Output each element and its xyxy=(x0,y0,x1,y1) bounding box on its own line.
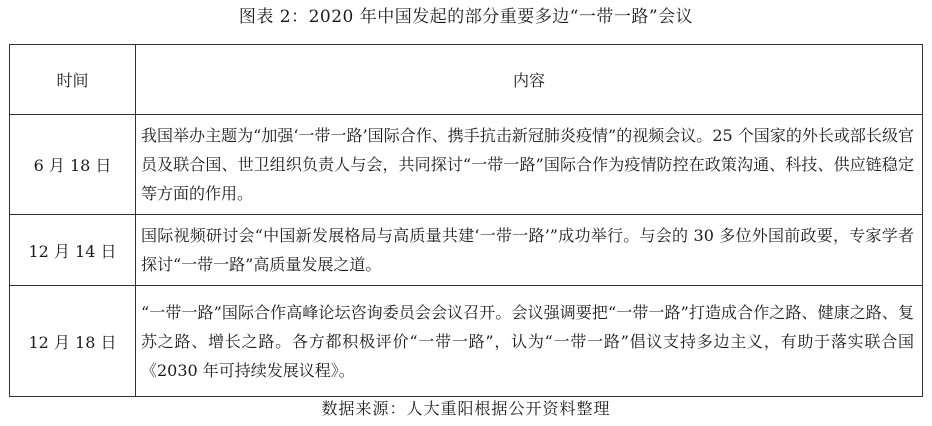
row-date: 6 月 18 日 xyxy=(10,115,136,215)
conference-table xyxy=(9,44,923,397)
table-row xyxy=(10,215,923,286)
table-row xyxy=(10,286,923,397)
table-header-row xyxy=(10,45,923,115)
row-date: 12 月 18 日 xyxy=(10,286,136,397)
row-content: 我国举办主题为“加强‘一带一路’国际合作、携手抗击新冠肺炎疫情”的视频会议。25 个国家的外长或部长级官员及联合国、世卫组织负责人与会，共同探讨“一带一路”国际合作为疫情防控在政策沟通、科技、供应链稳定等方面的作用。 xyxy=(136,115,923,215)
row-date: 12 月 14 日 xyxy=(10,215,136,286)
header-date: 时间 xyxy=(10,45,136,115)
table-row xyxy=(10,115,923,215)
row-content: “一带一路”国际合作高峰论坛咨询委员会会议召开。会议强调要把“一带一路”打造成合作之路、健康之路、复苏之路、增长之路。各方都积极评价“一带一路”，认为“一带一路”倡议支持多边主义，有助于落实联合国《2030 年可持续发展议程》。 xyxy=(136,286,923,397)
figure-title: 图表 2：2020 年中国发起的部分重要多边“一带一路”会议 xyxy=(238,7,694,27)
header-content: 内容 xyxy=(136,45,923,115)
row-content: 国际视频研讨会“中国新发展格局与高质量共建‘一带一路’”成功举行。与会的 30 多位外国前政要，专家学者探讨“一带一路”高质量发展之道。 xyxy=(136,215,923,286)
data-source-note: 数据来源：人大重阳根据公开资料整理 xyxy=(321,399,611,418)
